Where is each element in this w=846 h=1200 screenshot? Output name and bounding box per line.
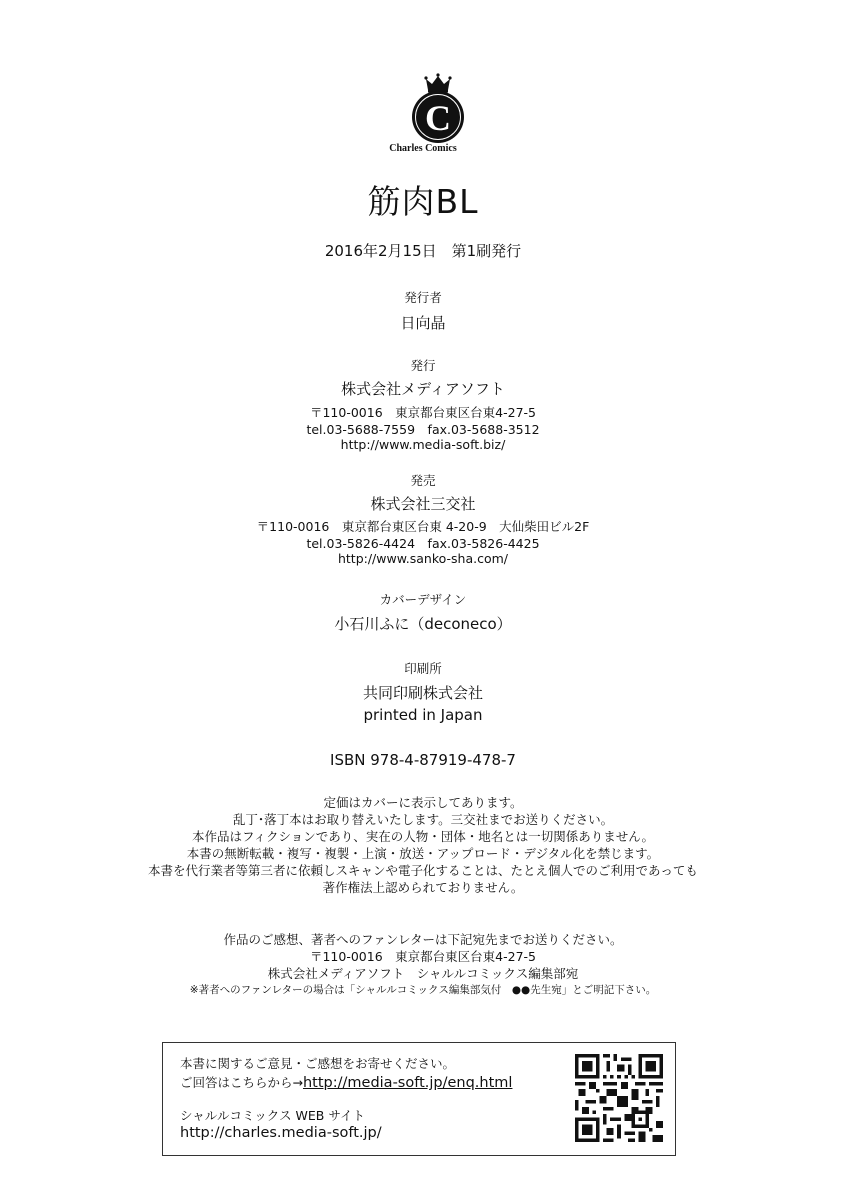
notice-line: 定価はカバーに表示してあります。	[323, 795, 523, 810]
notice-line: 本書の無断転載・複写・複製・上演・放送・アップロード・デジタル化を禁じます。	[186, 846, 660, 861]
issuer-label: 発行者	[404, 290, 442, 305]
printer-name: 共同印刷株式会社	[362, 684, 483, 702]
publisher-name: 株式会社メディアソフト	[341, 380, 505, 398]
notice-line: 乱丁･落丁本はお取り替えいたします。三交社までお送りください。	[232, 812, 614, 827]
fanletter-address: 〒110-0016 東京都台東区台東4-27-5	[309, 949, 536, 964]
publisher-phone: tel.03-5688-7559 fax.03-5688-3512	[306, 422, 540, 437]
feedback-request: 本書に関するご意見・ご感想をお寄せください。	[180, 1056, 456, 1071]
publisher-label: 発行	[410, 358, 436, 373]
fanletter-line: 作品のご感想、著者へのファンレターは下記宛先までお送りください。	[223, 932, 623, 947]
distributor-url[interactable]: http://www.sanko-sha.com/	[337, 551, 509, 566]
cover-design-name: 小石川ふに（deconeco）	[334, 615, 512, 633]
distributor-phone: tel.03-5826-4424 fax.03-5826-4425	[306, 536, 540, 551]
publication-date: 2016年2月15日 第1刷発行	[324, 242, 522, 260]
website-label: シャルルコミックス WEB サイト	[180, 1108, 365, 1123]
website-url[interactable]: http://charles.media-soft.jp/	[180, 1125, 382, 1141]
book-title: 筋肉BL	[367, 182, 479, 221]
issuer-name: 日向晶	[400, 314, 446, 332]
fanletter-recipient: 株式会社メディアソフト シャルルコミックス編集部宛	[267, 966, 579, 981]
qr-code-icon[interactable]	[575, 1054, 663, 1142]
logo-letter: C	[425, 98, 451, 138]
crown-icon	[424, 73, 451, 92]
notice-line: 著作権法上認められておりません。	[322, 880, 524, 895]
fanletter-note: ※著者へのファンレターの場合は「シャルルコミックス編集部気付 ●●先生宛」とご明記下さい。	[189, 984, 657, 996]
printer-note: printed in Japan	[363, 706, 483, 724]
logo-caption: Charles Comics	[389, 143, 457, 154]
isbn: ISBN 978-4-87919-478-7	[330, 751, 516, 769]
feedback-box	[162, 1042, 676, 1156]
publisher-url[interactable]: http://www.media-soft.biz/	[340, 437, 506, 452]
cover-design-label: カバーデザイン	[379, 592, 467, 607]
feedback-answer-prefix: ご回答はこちらから→	[180, 1075, 303, 1090]
distributor-name: 株式会社三交社	[370, 495, 476, 513]
notice-line: 本書を代行業者等第三者に依頼しスキャンや電子化することは、たとえ個人でのご利用であっても	[148, 863, 698, 878]
printer-label: 印刷所	[404, 661, 442, 676]
notice-line: 本作品はフィクションであり、実在の人物・団体・地名とは一切関係ありません。	[191, 829, 654, 844]
feedback-answer-line	[180, 1073, 512, 1091]
distributor-address: 〒110-0016 東京都台東区台東 4-20-9 大仙柴田ビル2F	[256, 519, 590, 534]
publisher-address: 〒110-0016 東京都台東区台東4-27-5	[309, 405, 536, 420]
enquete-link[interactable]: http://media-soft.jp/enq.html	[302, 1075, 513, 1091]
distributor-label: 発売	[410, 473, 436, 488]
